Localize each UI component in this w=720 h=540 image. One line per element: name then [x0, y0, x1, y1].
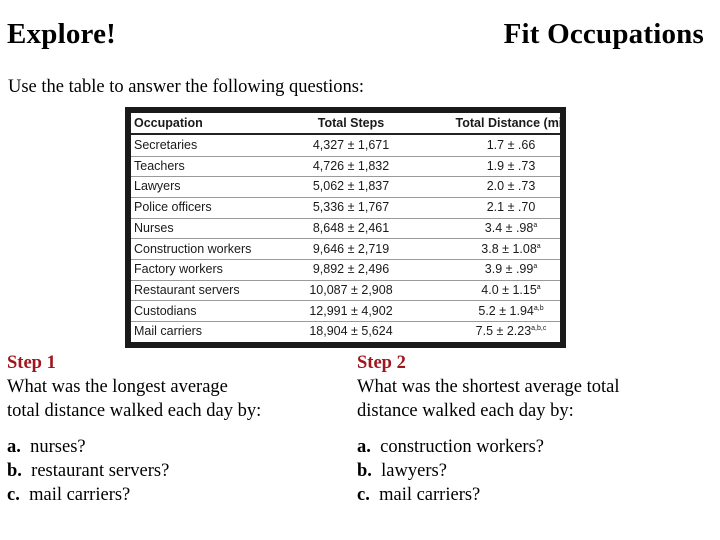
step-1-question-line-2: total distance walked each day by: [7, 401, 262, 421]
cell-occupation: Teachers [134, 158, 185, 173]
distance-value: 3.4 ± .98 [484, 220, 534, 235]
distance-value: 4.0 ± 1.15 [481, 282, 537, 297]
footnote-marker: a [536, 283, 541, 291]
cell-occupation: Secretaries [134, 138, 198, 152]
choice-letter: b. [7, 461, 22, 481]
header-occupation: Occupation [134, 116, 203, 130]
table-row [131, 280, 560, 302]
footnote-marker: a,b,c [531, 325, 547, 333]
table-row [131, 197, 560, 219]
page-title-left: Explore! [7, 18, 117, 50]
choice-item [7, 459, 169, 483]
choice-letter: a. [7, 437, 21, 457]
step-1-choices [7, 435, 169, 507]
choice-item [357, 459, 544, 483]
header-total-steps: Total Steps [317, 116, 385, 130]
table-header-row [131, 113, 567, 135]
step-2-block [357, 351, 697, 423]
choice-text: lawyers? [381, 461, 447, 481]
step-2-title: Step 2 [357, 353, 406, 373]
footnote-marker: a [533, 263, 538, 271]
choice-text: mail carriers? [29, 485, 131, 505]
cell-occupation: Lawyers [134, 179, 181, 194]
cell-occupation: Police officers [134, 200, 212, 215]
table-row [131, 156, 560, 178]
table-row [131, 239, 560, 261]
distance-value: 3.9 ± .99 [484, 262, 534, 277]
cell-total-distance [461, 159, 561, 173]
step-2-choices [357, 435, 544, 507]
step-2-question-line-1: What was the shortest average total [357, 377, 620, 397]
footnote-marker: a [536, 242, 541, 250]
cell-total-distance [461, 200, 561, 214]
distance-value: 3.8 ± 1.08 [481, 241, 537, 256]
step-1-title: Step 1 [7, 353, 56, 373]
distance-value: 1.7 ± .66 [486, 138, 536, 152]
cell-total-steps: 18,904 ± 5,624 [309, 324, 393, 339]
choice-text: nurses? [30, 437, 86, 457]
cell-occupation: Restaurant servers [134, 282, 240, 297]
cell-total-distance [461, 138, 561, 152]
cell-total-distance [461, 221, 561, 235]
choice-text: construction workers? [380, 437, 545, 457]
cell-total-distance [461, 179, 561, 193]
cell-occupation: Nurses [134, 220, 174, 235]
cell-total-steps: 4,327 ± 1,671 [312, 138, 390, 152]
intro-text: Use the table to answer the following questions: [8, 77, 365, 97]
cell-total-distance [461, 283, 561, 297]
cell-occupation: Custodians [134, 303, 197, 318]
cell-total-steps: 10,087 ± 2,908 [309, 282, 393, 297]
cell-total-distance [461, 262, 561, 276]
table-row [131, 135, 560, 157]
distance-value: 7.5 ± 2.23 [475, 324, 532, 339]
cell-occupation: Factory workers [134, 262, 223, 277]
footnote-marker: a [533, 221, 538, 229]
cell-total-steps: 9,646 ± 2,719 [312, 241, 390, 256]
cell-total-steps: 5,062 ± 1,837 [312, 179, 390, 194]
table-row [131, 259, 560, 281]
choice-letter: b. [357, 461, 372, 481]
choice-item [357, 483, 544, 507]
distance-value: 5.2 ± 1.94 [478, 303, 534, 318]
cell-total-steps: 4,726 ± 1,832 [312, 158, 390, 173]
cell-occupation: Construction workers [134, 241, 252, 256]
occupation-table-image [125, 107, 566, 348]
choice-text: restaurant servers? [31, 461, 170, 481]
page-title-right: Fit Occupations [503, 18, 704, 50]
step-1-question-line-1: What was the longest average [7, 377, 228, 397]
choice-item [7, 435, 169, 459]
occupation-table [131, 113, 567, 342]
step-2-question-line-2: distance walked each day by: [357, 401, 574, 421]
step-1-block [7, 351, 347, 423]
table-row [131, 301, 560, 323]
header-total-distance: Total Distance (mi) [455, 116, 567, 130]
distance-value: 2.0 ± .73 [486, 179, 536, 194]
choice-letter: c. [357, 485, 370, 505]
cell-total-distance [461, 304, 561, 318]
cell-total-steps: 9,892 ± 2,496 [312, 262, 390, 277]
distance-value: 2.1 ± .70 [486, 200, 536, 215]
choice-letter: a. [357, 437, 371, 457]
cell-total-steps: 8,648 ± 2,461 [312, 220, 390, 235]
table-row [131, 176, 560, 198]
choice-text: mail carriers? [379, 485, 481, 505]
footnote-marker: a,b [533, 304, 544, 312]
choice-item [7, 483, 169, 507]
distance-value: 1.9 ± .73 [486, 158, 536, 173]
cell-total-distance [461, 242, 561, 256]
cell-total-distance [461, 324, 561, 338]
table-row [131, 218, 560, 240]
cell-total-steps: 12,991 ± 4,902 [309, 303, 393, 318]
choice-item [357, 435, 544, 459]
choice-letter: c. [7, 485, 20, 505]
cell-total-steps: 5,336 ± 1,767 [312, 200, 390, 215]
table-row [131, 321, 560, 342]
cell-occupation: Mail carriers [134, 324, 203, 339]
